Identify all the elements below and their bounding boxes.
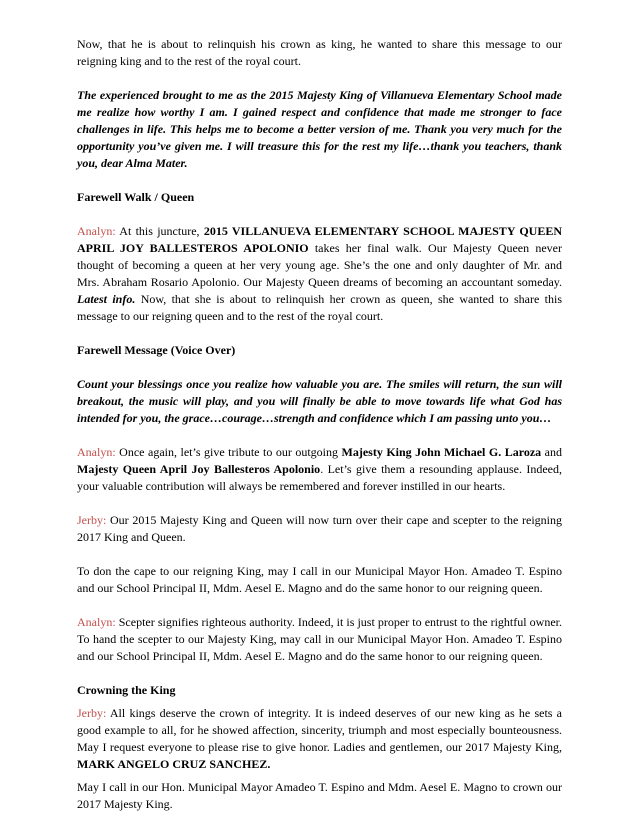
paragraph-turnover <box>77 512 562 546</box>
paragraph-intro: Now, that he is about to relinquish his crown as king, he wanted to share this message to our reigning king and to the rest of the royal court. <box>77 37 562 68</box>
text-span: Scepter signifies righteous authority. Indeed, it is just proper to entrust to the rightful owner. To hand the scepter to our Majesty King, may call in our Municipal Mayor Hon. Amadeo T. Espino and our School Principal II, Mdm. Aesel E. Magno and do the same honor to our reigning queen. <box>77 615 562 663</box>
speaker-label: Jerby: <box>77 513 107 527</box>
text-span: takes her final walk. Our Majesty Queen never thought of becoming a queen at her very young age. She’s the one and only daughter of Mr. and Mrs. Abraham Rosario Apolonio. Our Majesty Queen dreams of becoming an accountant someday. <box>77 241 562 289</box>
text-span: and <box>541 445 562 459</box>
heading-farewell-message: Farewell Message (Voice Over) <box>77 343 236 357</box>
text-span: Once again, let’s give tribute to our outgoing <box>115 445 342 459</box>
latest-info: Latest info. <box>77 292 136 306</box>
king-name-bold: Majesty King John Michael G. Laroza <box>341 445 542 459</box>
new-king-name-bold: MARK ANGELO CRUZ SANCHEZ. <box>77 757 271 771</box>
queen-name-bold: 2015 VILLANUEVA ELEMENTARY SCHOOL MAJESTY QUEEN APRIL JOY BALLESTEROS APOLONIO <box>77 224 562 255</box>
paragraph-queen-walk <box>77 223 562 325</box>
text-span: . Let’s give them a resounding applause. Indeed, your valuable contribution will always be remembered and forever instilled in our hearts. <box>77 462 563 493</box>
queen-farewell-message: Count your blessings once you realize how valuable you are. The smiles will return, the sun will breakout, the music will play, and you will finally be able to move towards life what God has intended for you, the grace…courage…strength and confidence which I am passing unto you… <box>77 377 562 425</box>
paragraph-cape: To don the cape to our reigning King, may I call in our Municipal Mayor Hon. Amadeo T. Espino and our School Principal II, Mdm. Aesel E. Magno and do the same honor to our reigning queen. <box>77 564 562 595</box>
speaker-label: Jerby: <box>77 706 107 720</box>
text-span: Our 2015 Majesty King and Queen will now turn over their cape and scepter to the reigning 2017 King and Queen. <box>77 513 562 544</box>
text-span: All kings deserve the crown of integrity. It is indeed deserves of our new king as he sets a good example to all, for he showed affection, sincerity, triumph and most especially bounteousness. May I request everyone to please rise to give honor. Ladies and gentlemen, our 2017 Majesty King, <box>77 706 562 754</box>
text-span: Now, that she is about to relinquish her crown as queen, she wanted to share this message to our reigning queen and to the rest of the royal court. <box>77 292 562 323</box>
heading-farewell-walk: Farewell Walk / Queen <box>77 190 195 204</box>
paragraph-crown-call: May I call in our Hon. Municipal Mayor Amadeo T. Espino and Mdm. Aesel E. Magno to crown our 2017 Majesty King. <box>77 780 562 811</box>
speaker-label: Analyn: <box>77 615 116 629</box>
paragraph-scepter <box>77 614 562 665</box>
speaker-label: Analyn: <box>77 224 116 238</box>
paragraph-crowning <box>77 705 562 773</box>
paragraph-tribute <box>77 444 562 495</box>
speaker-label: Analyn: <box>77 445 116 459</box>
heading-crowning: Crowning the King <box>77 683 176 697</box>
text-span: At this juncture, <box>115 224 204 238</box>
queen-name-bold: Majesty Queen April Joy Ballesteros Apolonio <box>77 462 321 476</box>
king-farewell-message: The experienced brought to me as the 2015 Majesty King of Villanueva Elementary School made me realize how worthy I am. I gained respect and confidence that made me stronger to face challenges in life. This helps me to become a better version of me. Thank you very much for the opportunity you’ve given me. I will treasure this for the rest my life…thank you teachers, thank you, dear Alma Mater. <box>77 88 562 170</box>
